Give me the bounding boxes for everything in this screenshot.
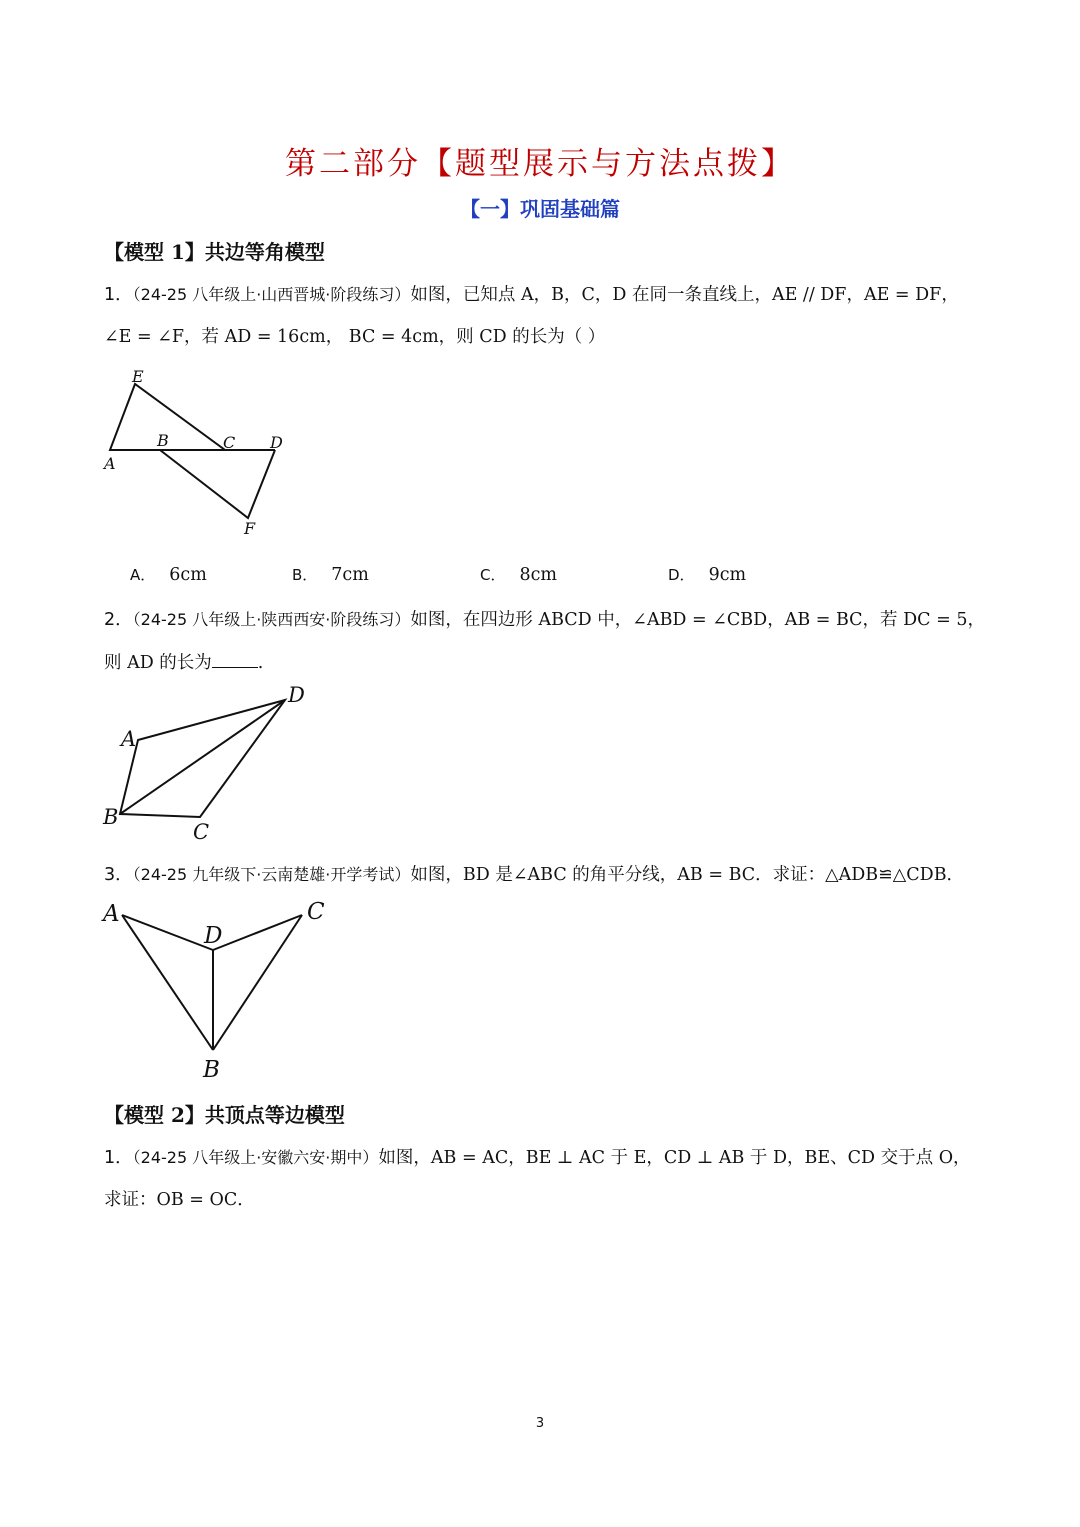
label-C: C bbox=[223, 433, 236, 452]
label-F: F bbox=[244, 519, 256, 538]
question-1-line-1 bbox=[104, 281, 959, 306]
model-2-question-1-line-2: 求证：OB = OC． bbox=[104, 1190, 255, 1210]
question-number: 1． bbox=[104, 285, 133, 305]
label-A: A bbox=[121, 727, 137, 751]
label-A: A bbox=[104, 454, 116, 473]
figure-q1 bbox=[100, 362, 300, 542]
label-A: A bbox=[103, 901, 120, 927]
question-1-line-2: ∠E = ∠F，若 AD = 16cm， BC = 4cm，则 CD 的长为（ ） bbox=[104, 327, 606, 347]
question-source: （24-25 八年级上·山西晋城·阶段练习） bbox=[132, 285, 411, 304]
option-c: C． 8cm bbox=[480, 565, 558, 585]
label-B: B bbox=[103, 805, 119, 829]
model-2-question-1-line-1 bbox=[104, 1144, 971, 1169]
question-text: 如图，BD 是∠ABC 的角平分线，AB = BC．求证：△ADB≌△CDB． bbox=[410, 865, 965, 885]
page-number: 3 bbox=[535, 1416, 545, 1431]
question-2-line-2: 则 AD 的长为 . bbox=[104, 653, 264, 673]
label-D: D bbox=[204, 923, 223, 949]
answer-blank[interactable] bbox=[212, 653, 258, 668]
label-B: B bbox=[203, 1057, 220, 1083]
question-number: 2． bbox=[104, 610, 133, 630]
question-source: （24-25 八年级上·安徽六安·期中） bbox=[132, 1148, 379, 1167]
question-source: （24-25 八年级上·陕西西安·阶段练习） bbox=[132, 610, 411, 629]
model-1-heading: 【模型 1】共边等角模型 bbox=[104, 240, 325, 264]
question-2-line-1 bbox=[104, 606, 985, 631]
label-D: D bbox=[270, 433, 283, 452]
option-d: D． 9cm bbox=[668, 565, 747, 585]
option-a: A． 6cm bbox=[130, 565, 207, 585]
model-2-heading: 【模型 2】共顶点等边模型 bbox=[104, 1103, 345, 1127]
question-3-line-1 bbox=[104, 861, 964, 886]
question-number: 1． bbox=[104, 1148, 133, 1168]
question-text: 如图，已知点 A，B，C，D 在同一条直线上，AE // DF，AE = DF， bbox=[410, 285, 959, 305]
option-b: B． 7cm bbox=[292, 565, 369, 585]
figure-q2 bbox=[100, 682, 320, 847]
question-source: （24-25 九年级下·云南楚雄·开学考试） bbox=[132, 865, 411, 884]
question-text: 如图，在四边形 ABCD 中，∠ABD = ∠CBD，AB = BC，若 DC = 5， bbox=[410, 610, 985, 630]
question-text: 如图，AB = AC，BE ⊥ AC 于 E，CD ⊥ AB 于 D，BE、CD 交于点 O， bbox=[378, 1148, 971, 1168]
label-E: E bbox=[132, 367, 144, 386]
question-number: 3． bbox=[104, 865, 133, 885]
label-B: B bbox=[157, 431, 169, 450]
figure-q3 bbox=[100, 895, 340, 1085]
label-C: C bbox=[307, 899, 325, 925]
label-D: D bbox=[288, 683, 305, 707]
page-title: 第二部分【题型展示与方法点拨】 bbox=[285, 146, 795, 182]
label-C: C bbox=[193, 820, 210, 844]
section-subtitle: 【一】巩固基础篇 bbox=[460, 197, 620, 221]
